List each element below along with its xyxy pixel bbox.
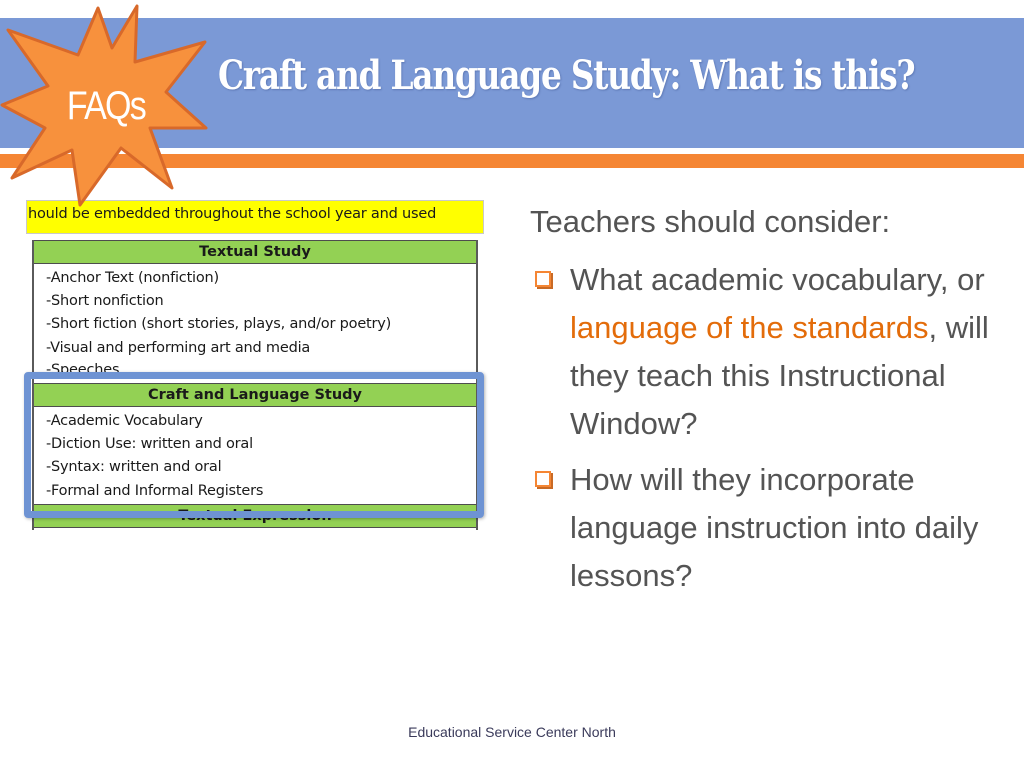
bullet-text: How will they incorporate language instruction into daily lessons?	[570, 462, 979, 593]
bullet-item	[530, 456, 1000, 600]
square-bullet-icon	[535, 271, 551, 287]
square-bullet-icon	[535, 471, 551, 487]
table-item: -Academic Vocabulary	[46, 413, 203, 429]
banner-text: hould be embedded throughout the school year and used	[28, 206, 437, 222]
table-item: -Speeches	[46, 362, 120, 378]
table-item: -Diction Use: written and oral	[46, 436, 253, 452]
table-header-textual-expression: Textual Expression	[34, 504, 476, 528]
bullet-text: What academic vocabulary, or	[570, 262, 985, 297]
table-item: -Short nonfiction	[46, 293, 164, 309]
slide-footer: Educational Service Center North	[408, 724, 616, 740]
faqs-badge: FAQs	[66, 84, 146, 128]
table-item: -Formal and Informal Registers	[46, 483, 264, 499]
table-header-craft-language: Craft and Language Study	[34, 383, 476, 407]
table-header-textual-study: Textual Study	[34, 240, 476, 264]
slide-title: Craft and Language Study: What is this?	[218, 52, 915, 99]
highlight-frame	[24, 372, 484, 518]
table-item: -Syntax: written and oral	[46, 459, 222, 475]
table-item: -Anchor Text (nonfiction)	[46, 270, 220, 286]
table-item: -Short fiction (short stories, plays, and/or poetry)	[46, 316, 392, 332]
highlighted-phrase: language of the standards	[570, 310, 929, 345]
table-item: -Visual and performing art and media	[46, 340, 311, 356]
bullet-item	[530, 256, 1000, 448]
slide-body	[530, 198, 1000, 608]
bullet-text: , will they teach this Instructional Window?	[570, 310, 989, 441]
intro-text: Teachers should consider:	[530, 204, 891, 239]
